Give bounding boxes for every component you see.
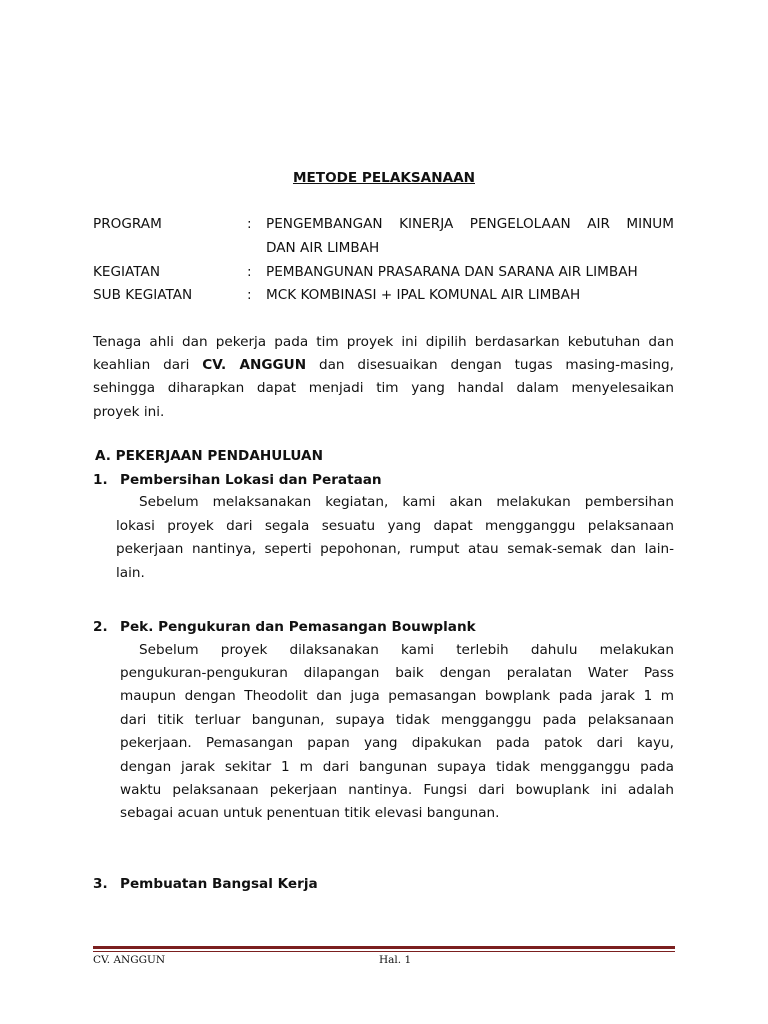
item-body-line: dari titik terluar bangunan, supaya tidak mengganggu pada pelaksanaan — [120, 712, 674, 728]
meta-label-program: PROGRAM — [93, 216, 162, 232]
intro-line: sehingga diharapkan dapat menjadi tim yang handal dalam menyelesaikan — [93, 380, 674, 396]
meta-value-kegiatan: PEMBANGUNAN PRASARANA DAN SARANA AIR LIMBAH — [266, 264, 638, 280]
item-body-line: Sebelum melaksanakan kegiatan, kami akan melakukan pembersihan — [139, 494, 674, 510]
item-body-line: lain. — [116, 565, 145, 581]
item-body-line: pekerjaan nantinya, seperti pepohonan, rumput atau semak-semak dan lain- — [116, 541, 674, 557]
meta-label-kegiatan: KEGIATAN — [93, 264, 161, 280]
item-body-line: maupun dengan Theodolit dan juga pemasangan bowplank pada jarak 1 m — [120, 688, 674, 704]
meta-label-sub-kegiatan: SUB KEGIATAN — [93, 287, 193, 303]
item-body-line: sebagai acuan untuk penentuan titik elevasi bangunan. — [120, 805, 500, 821]
item-heading: Pembersihan Lokasi dan Perataan — [120, 472, 382, 488]
meta-value-sub-kegiatan: MCK KOMBINASI + IPAL KOMUNAL AIR LIMBAH — [266, 287, 581, 303]
item-number: 3. — [93, 876, 108, 892]
intro-line: Tenaga ahli dan pekerja pada tim proyek ini dipilih berdasarkan kebutuhan dan — [93, 334, 674, 350]
document-title: METODE PELAKSANAAN — [292, 170, 475, 186]
footer-company: CV. ANGGUN — [93, 954, 166, 966]
item-body-line: lokasi proyek dari segala sesuatu yang dapat mengganggu pelaksanaan — [116, 518, 674, 534]
section-heading: A. PEKERJAAN PENDAHULUAN — [95, 448, 323, 464]
item-body-line: Sebelum proyek dilaksanakan kami terlebih dahulu melakukan — [139, 642, 674, 658]
meta-colon: : — [247, 264, 252, 280]
company-name: CV. ANGGUN — [202, 357, 307, 373]
footer-rule-thin — [93, 951, 675, 952]
meta-colon: : — [247, 287, 252, 303]
footer-page-number: Hal. 1 — [379, 954, 412, 966]
intro-line: proyek ini. — [93, 404, 165, 420]
item-body-line: pekerjaan. Pemasangan papan yang dipakukan pada patok dari kayu, — [120, 735, 674, 751]
item-body-line: dengan jarak sekitar 1 m dari bangunan supaya tidak mengganggu pada — [120, 759, 674, 775]
intro-text: dan disesuaikan dengan tugas masing-masing, — [318, 357, 674, 373]
meta-colon: : — [247, 216, 252, 232]
meta-value-program-line2: DAN AIR LIMBAH — [266, 240, 380, 256]
footer-rule-thick — [93, 946, 675, 949]
item-body-line: waktu pelaksanaan pekerjaan nantinya. Fungsi dari bowuplank ini adalah — [120, 782, 674, 798]
item-body-line: pengukuran-pengukuran dilapangan baik dengan peralatan Water Pass — [120, 665, 674, 681]
item-heading: Pembuatan Bangsal Kerja — [120, 876, 318, 892]
intro-line — [93, 357, 674, 373]
intro-text: keahlian dari — [93, 357, 190, 373]
meta-value-program-line1: PENGEMBANGAN KINERJA PENGELOLAAN AIR MINUM — [266, 216, 674, 232]
item-number: 1. — [93, 472, 108, 488]
item-number: 2. — [93, 619, 108, 635]
item-heading: Pek. Pengukuran dan Pemasangan Bouwplank — [120, 619, 476, 635]
